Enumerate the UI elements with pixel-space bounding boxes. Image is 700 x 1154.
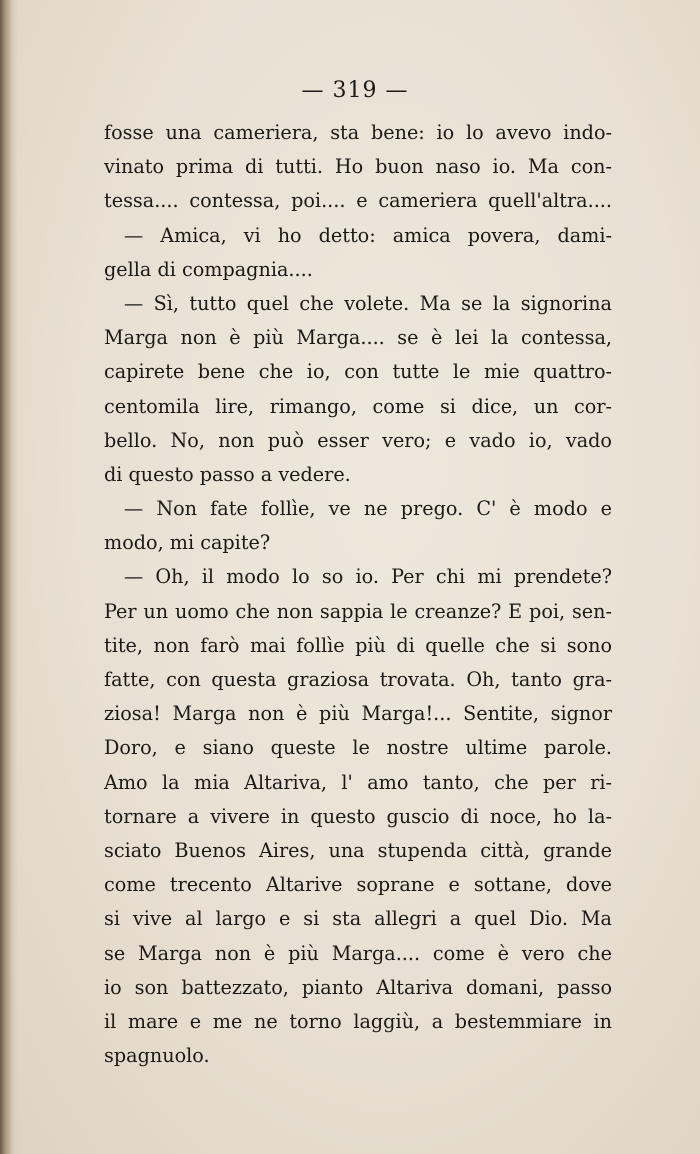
text-line: come trecento Altarive soprane e sottane, dove (104, 873, 612, 897)
text-line: il mare e me ne torno laggiù, a bestemmiare in (104, 1009, 612, 1033)
text-line: Per un uomo che non sappia le creanze? E poi, sen- (104, 599, 612, 623)
text-line: Marga non è più Marga.... se è lei la contessa, (104, 326, 612, 350)
text-line: fatte, con questa graziosa trovata. Oh, tanto gra- (104, 668, 612, 691)
text-line: centomila lire, rimango, come si dice, un cor- (104, 394, 612, 418)
text-line: tessa.... contessa, poi.... e cameriera quell'altra.... (104, 189, 612, 213)
text-line: tite, non farò mai follìe più di quelle che si sono (104, 633, 612, 657)
text-line: bello. No, non può esser vero; e vado io, vado (104, 428, 612, 452)
text-line: vinato prima di tutti. Ho buon naso io. Ma con- (104, 155, 612, 179)
text-line: gella di compagnia.... (104, 257, 313, 281)
page-binding-shadow (0, 0, 18, 1154)
text-line: sciato Buenos Aires, una stupenda città, grande (104, 838, 612, 862)
text-line: si vive al largo e si sta allegri a quel Dio. Ma (104, 907, 612, 931)
text-line: se Marga non è più Marga.... come è vero che (104, 941, 612, 965)
text-line: Amo la mia Altariva, l' amo tanto, che per ri- (104, 770, 612, 794)
text-line: fosse una cameriera, sta bene: io lo avevo indo- (104, 121, 612, 144)
text-line: — Non fate follìe, ve ne prego. C' è modo e (124, 497, 612, 521)
body-text (104, 116, 612, 1073)
text-line: di questo passo a vedere. (104, 462, 351, 486)
text-line: Doro, e siano queste le nostre ultime parole. (104, 736, 612, 760)
text-line: capirete bene che io, con tutte le mie quattro- (104, 360, 612, 384)
text-line: — Sì, tutto quel che volete. Ma se la signorina (124, 291, 612, 315)
text-line: ziosa! Marga non è più Marga!... Sentite, signor (104, 702, 612, 726)
text-line: io son battezzato, pianto Altariva domani, passo (104, 975, 612, 999)
text-line: modo, mi capite? (104, 531, 271, 555)
text-line: spagnuolo. (104, 1044, 210, 1068)
page-number: — 319 — (301, 78, 409, 103)
text-line: — Amica, vi ho detto: amica povera, dami- (124, 223, 612, 247)
text-line: — Oh, il modo lo so io. Per chi mi prendete? (124, 565, 612, 589)
page-header (0, 78, 700, 103)
text-line: tornare a vivere in questo guscio di noce, ho la- (104, 804, 612, 828)
